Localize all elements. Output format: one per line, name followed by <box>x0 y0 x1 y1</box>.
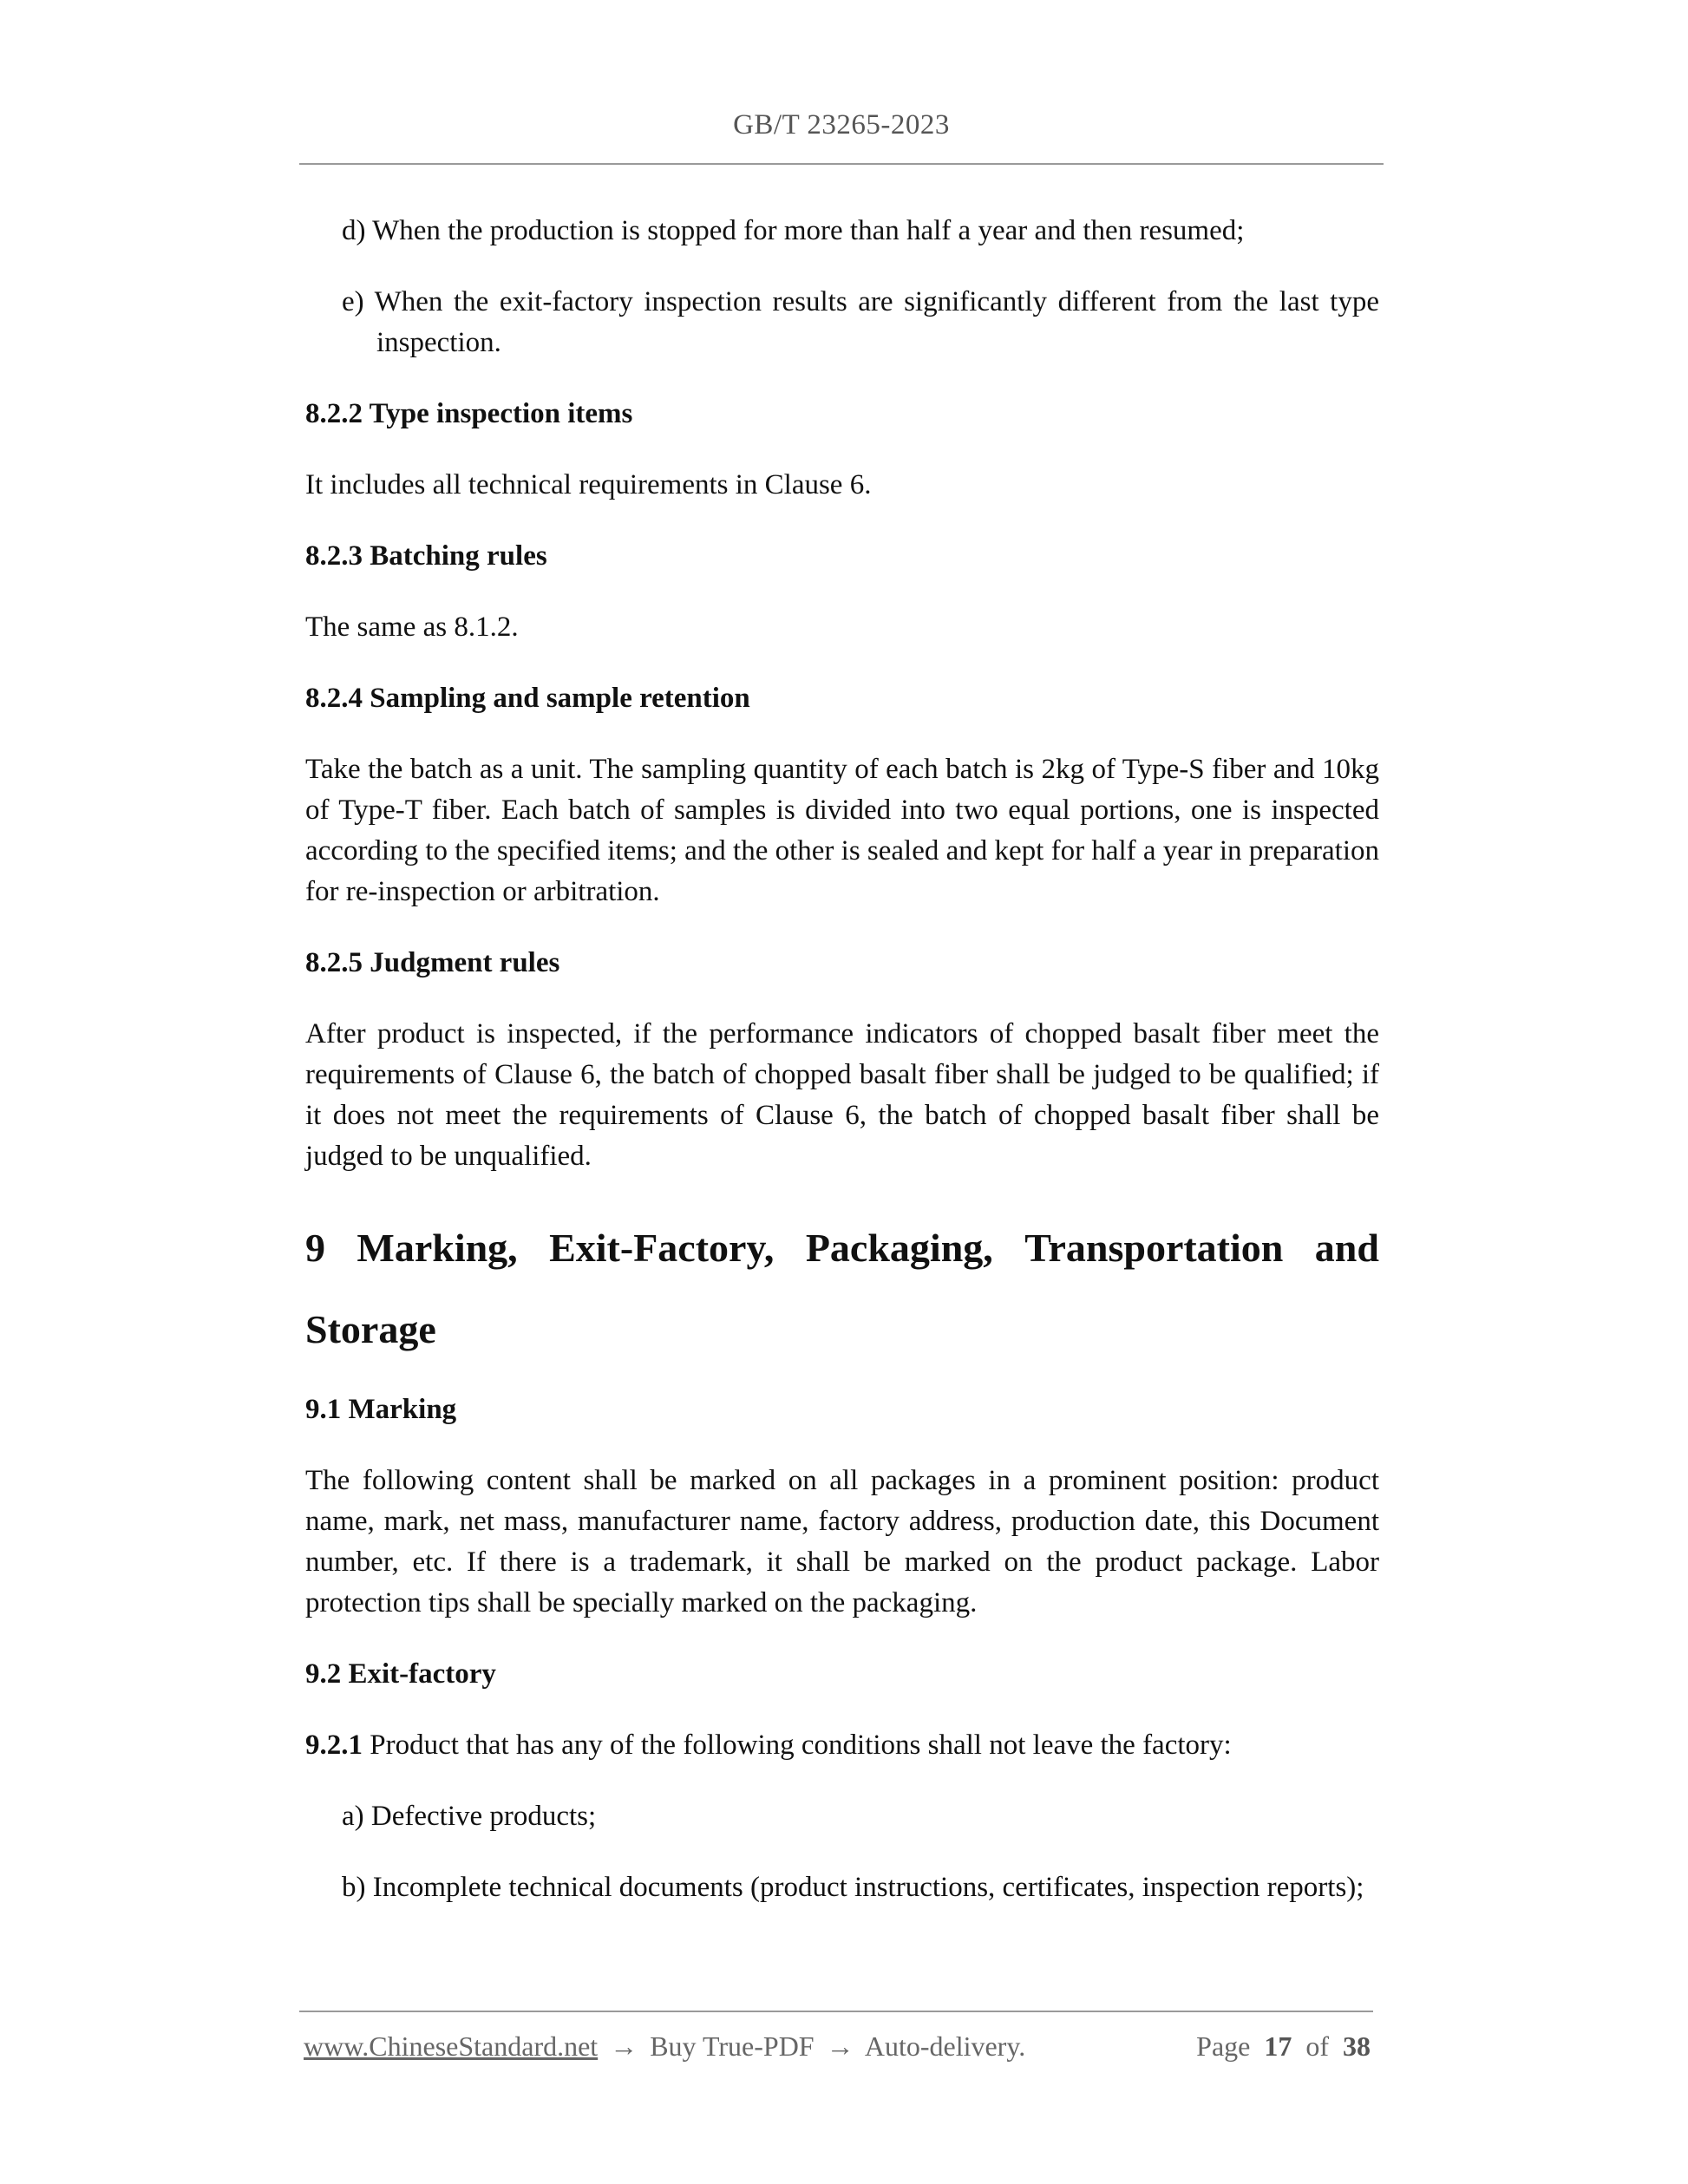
page-body <box>305 211 1379 1939</box>
chapter-9-word: and <box>1314 1226 1379 1270</box>
heading-9-2: 9.2 Exit-factory <box>305 1658 496 1690</box>
buy-true-pdf-text: Buy True-PDF <box>650 2030 815 2062</box>
paragraph-8-2-2: It includes all technical requirements in Clause 6. <box>305 469 872 500</box>
arrow-right-icon: → <box>826 2030 854 2062</box>
chapter-9-title-line-2: Storage <box>305 1307 436 1351</box>
paragraph-9-1: The following content shall be marked on all packages in a prominent position: product name, mark, net mass, manufacturer name, factory address, production date, this Document number, etc. If there is a trademark, it shall be marked on the product package. Labor protection tips shall be specially marked on the packaging. <box>305 1465 1379 1618</box>
footer-divider <box>299 2011 1373 2012</box>
heading-8-2-2: 8.2.2 Type inspection items <box>305 398 633 429</box>
auto-delivery-text: Auto-delivery. <box>864 2030 1026 2062</box>
header-divider <box>299 163 1384 165</box>
paragraph-8-2-5: After product is inspected, if the performance indicators of chopped basalt fiber meet the requirements of Clause 6, the batch of chopped basalt fiber shall be judged to be qualified; if it does not meet the requirements of Clause 6, the batch of chopped basalt fiber shall be judged to be unqualified. <box>305 1018 1379 1172</box>
site-link[interactable]: www.ChineseStandard.net <box>304 2030 599 2062</box>
paragraph-8-2-4: Take the batch as a unit. The sampling quantity of each batch is 2kg of Type-S fiber and 10kg of Type-T fiber. Each batch of samples is divided into two equal portions, one is inspected according to the specified items; and the other is sealed and kept for half a year in preparation for re-inspection or arbitration. <box>305 754 1379 907</box>
chapter-9-word: Packaging, <box>805 1226 993 1270</box>
paragraph-8-2-3: The same as 8.1.2. <box>305 611 519 643</box>
page-number <box>1196 2030 1371 2063</box>
chapter-9-number: 9 <box>305 1226 325 1270</box>
footer-promo <box>304 2030 1025 2063</box>
page-footer <box>304 2030 1371 2063</box>
document-id-header: GB/T 23265-2023 <box>733 109 950 141</box>
of-label: of <box>1305 2030 1329 2062</box>
list-item-b: b) Incomplete technical documents (product instructions, certificates, inspection reports); <box>342 1872 1364 1903</box>
heading-8-2-3: 8.2.3 Batching rules <box>305 540 547 572</box>
chapter-9-word: Exit-Factory, <box>549 1226 775 1270</box>
heading-9-1: 9.1 Marking <box>305 1394 457 1425</box>
list-item-d: d) When the production is stopped for more than half a year and then resumed; <box>342 215 1245 246</box>
page-label: Page <box>1196 2030 1251 2062</box>
heading-8-2-5: 8.2.5 Judgment rules <box>305 947 560 978</box>
chapter-9-word: Transportation <box>1024 1226 1284 1270</box>
paragraph-9-2-1 <box>305 1725 1379 1766</box>
chapter-9-title-line-1 <box>305 1207 1379 1289</box>
chapter-9-word: Marking, <box>357 1226 518 1270</box>
clause-text-9-2-1: Product that has any of the following conditions shall not leave the factory: <box>363 1730 1232 1761</box>
chapter-9-title <box>305 1207 1379 1370</box>
page-current: 17 <box>1264 2030 1292 2062</box>
clause-number-9-2-1: 9.2.1 <box>305 1730 363 1761</box>
list-item-a: a) Defective products; <box>342 1801 597 1832</box>
heading-8-2-4: 8.2.4 Sampling and sample retention <box>305 683 750 714</box>
page-total: 38 <box>1343 2030 1371 2062</box>
arrow-right-icon: → <box>610 2030 638 2062</box>
list-item-e: e) When the exit-factory inspection results are significantly different from the last type inspection. <box>342 286 1379 358</box>
